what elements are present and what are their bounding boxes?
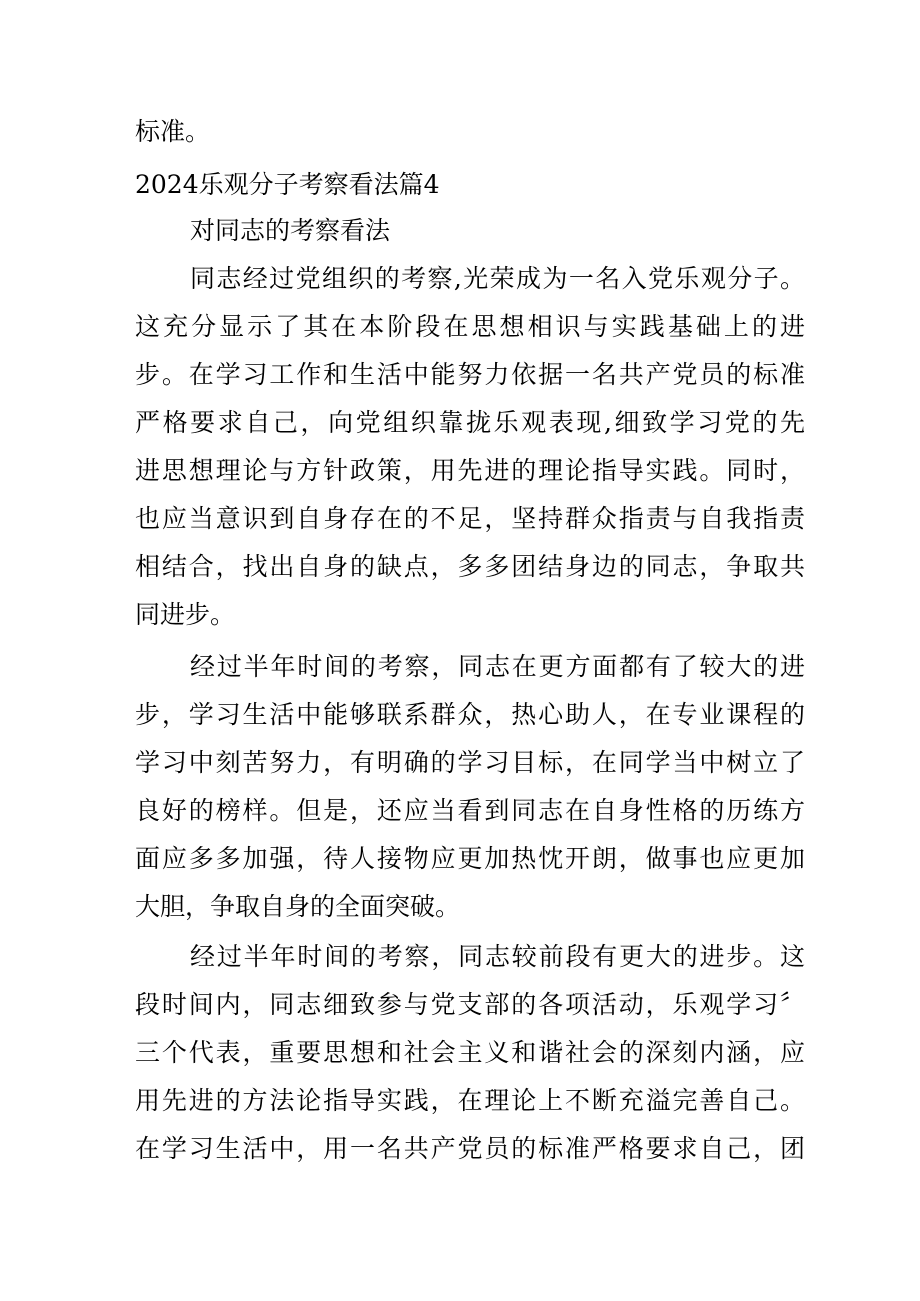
section-heading: 2024乐观分子考察看法篇4 xyxy=(135,170,440,199)
paragraph-line: 相结合，找出自身的缺点，多多团结身边的同志，争取共 xyxy=(135,552,805,581)
paragraph-line: 段时间内，同志细致参与党支部的各项活动，乐观学习〞 xyxy=(135,990,805,1019)
paragraph-line: 良好的榜样。但是，还应当看到同志在自身性格的历练方 xyxy=(135,796,805,825)
paragraph-line: 在学习生活中，用一名共产党员的标准严格要求自己，团 xyxy=(135,1134,805,1163)
continuation-text: 标准。 xyxy=(135,117,211,146)
paragraph-line: 进思想理论与方针政策，用先进的理论指导实践。同时， xyxy=(135,456,805,485)
paragraph-line: 同进步。 xyxy=(135,600,236,629)
paragraph-line: 三个代表，重要思想和社会主义和谐社会的深刻内涵，应 xyxy=(135,1038,805,1067)
paragraph-line: 同志经过党组织的考察,光荣成为一名入党乐观分子。 xyxy=(190,264,805,293)
paragraph-line: 经过半年时间的考察，同志在更方面都有了较大的进 xyxy=(190,652,805,681)
paragraph-line: 面应多多加强，待人接物应更加热忱开朗，做事也应更加 xyxy=(135,844,805,873)
paragraph-line: 用先进的方法论指导实践，在理论上不断充溢完善自己。 xyxy=(135,1086,805,1115)
paragraph-line: 经过半年时间的考察，同志较前段有更大的进步。这 xyxy=(190,942,805,971)
section-subtitle: 对同志的考察看法 xyxy=(190,216,391,245)
paragraph-line: 步。在学习工作和生活中能努力依据一名共产党员的标准 xyxy=(135,360,805,389)
paragraph-line: 学习中刻苦努力，有明确的学习目标，在同学当中树立了 xyxy=(135,748,805,777)
paragraph-line: 这充分显示了其在本阶段在思想相识与实践基础上的进 xyxy=(135,312,805,341)
paragraph-line: 步，学习生活中能够联系群众，热心助人，在专业课程的 xyxy=(135,700,805,729)
paragraph-line: 大胆，争取自身的全面突破。 xyxy=(135,892,461,921)
paragraph-line: 严格要求自己，向党组织靠拢乐观表现,细致学习党的先 xyxy=(135,408,805,437)
paragraph-line: 也应当意识到自身存在的不足，坚持群众指责与自我指责 xyxy=(135,504,805,533)
